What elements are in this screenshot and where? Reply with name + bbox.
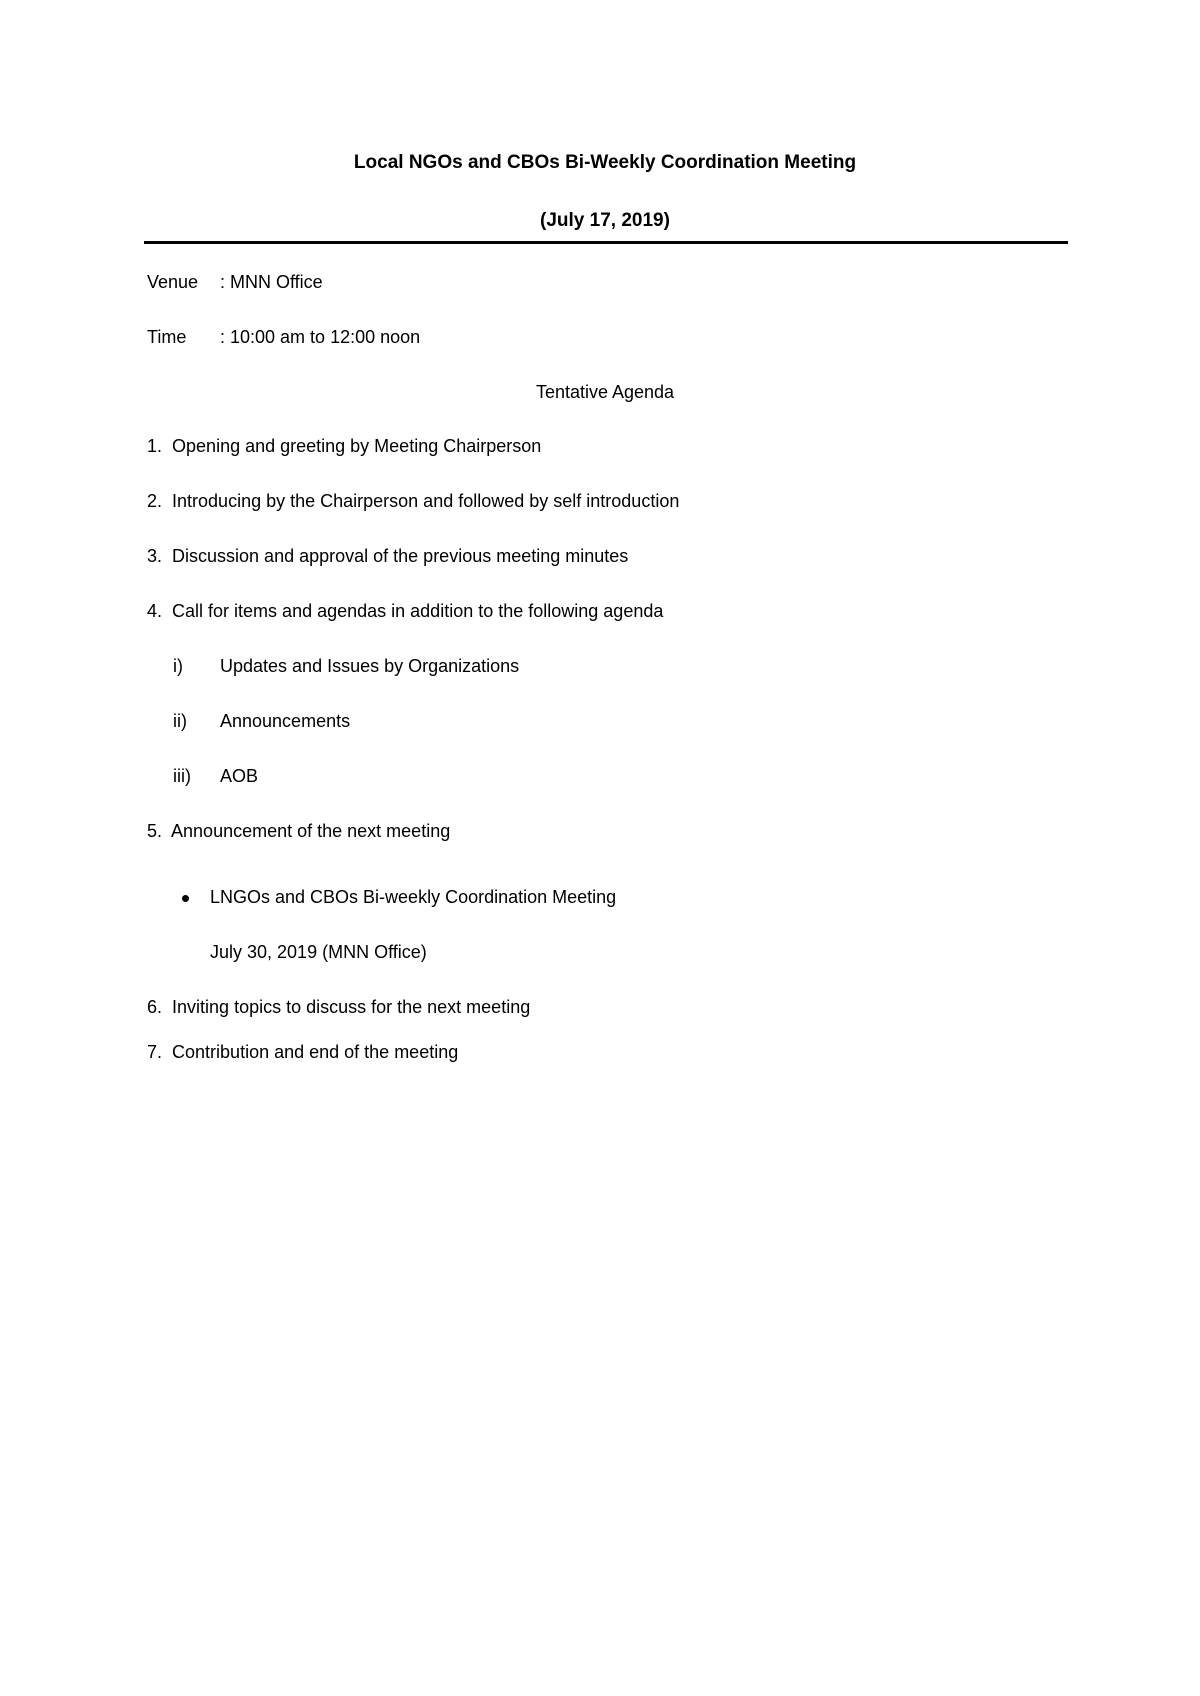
header-divider <box>144 241 1068 244</box>
venue-row <box>147 270 323 294</box>
time-label: Time <box>147 327 187 347</box>
agenda-item-text: Discussion and approval of the previous meeting minutes <box>172 546 629 566</box>
agenda-item <box>147 434 541 458</box>
agenda-item-number: 6. <box>147 997 168 1017</box>
agenda-item <box>147 544 628 568</box>
sub-item-number: ii) <box>173 711 187 731</box>
agenda-item-text: Opening and greeting by Meeting Chairperson <box>172 436 542 456</box>
sub-item-text: Announcements <box>220 711 351 731</box>
agenda-item-text: Introducing by the Chairperson and followed by self introduction <box>172 491 680 511</box>
agenda-item-number: 3. <box>147 546 168 566</box>
document-title: Local NGOs and CBOs Bi-Weekly Coordination Meeting <box>353 152 857 173</box>
meeting-date: (July 17, 2019) <box>540 210 670 231</box>
next-meeting-detail: July 30, 2019 (MNN Office) <box>210 942 427 962</box>
agenda-heading: Tentative Agenda <box>535 382 675 402</box>
agenda-item <box>147 489 679 513</box>
agenda-item-number: 4. <box>147 601 168 621</box>
agenda-item-text: Inviting topics to discuss for the next meeting <box>172 997 531 1017</box>
agenda-item <box>147 819 450 843</box>
agenda-item-number: 1. <box>147 436 168 456</box>
time-value: : 10:00 am to 12:00 noon <box>220 327 421 347</box>
sub-item-number: iii) <box>173 766 191 786</box>
agenda-item <box>147 995 530 1019</box>
sub-item-number: i) <box>173 656 183 676</box>
bullet-icon <box>182 895 189 902</box>
venue-label: Venue <box>147 272 199 292</box>
agenda-item-number: 7. <box>147 1042 168 1062</box>
venue-value: : MNN Office <box>220 272 323 292</box>
agenda-item <box>147 599 663 623</box>
sub-item-text: AOB <box>220 766 259 786</box>
time-row <box>147 325 420 349</box>
sub-item-text: Updates and Issues by Organizations <box>220 656 520 676</box>
agenda-item-text: Contribution and end of the meeting <box>172 1042 459 1062</box>
agenda-item <box>147 1040 458 1064</box>
agenda-item-text: Announcement of the next meeting <box>171 821 451 841</box>
agenda-item-text: Call for items and agendas in addition to the following agenda <box>172 601 664 621</box>
agenda-item-number: 2. <box>147 491 168 511</box>
agenda-item-number: 5. <box>147 821 168 841</box>
next-meeting-title: LNGOs and CBOs Bi-weekly Coordination Meeting <box>210 887 617 907</box>
